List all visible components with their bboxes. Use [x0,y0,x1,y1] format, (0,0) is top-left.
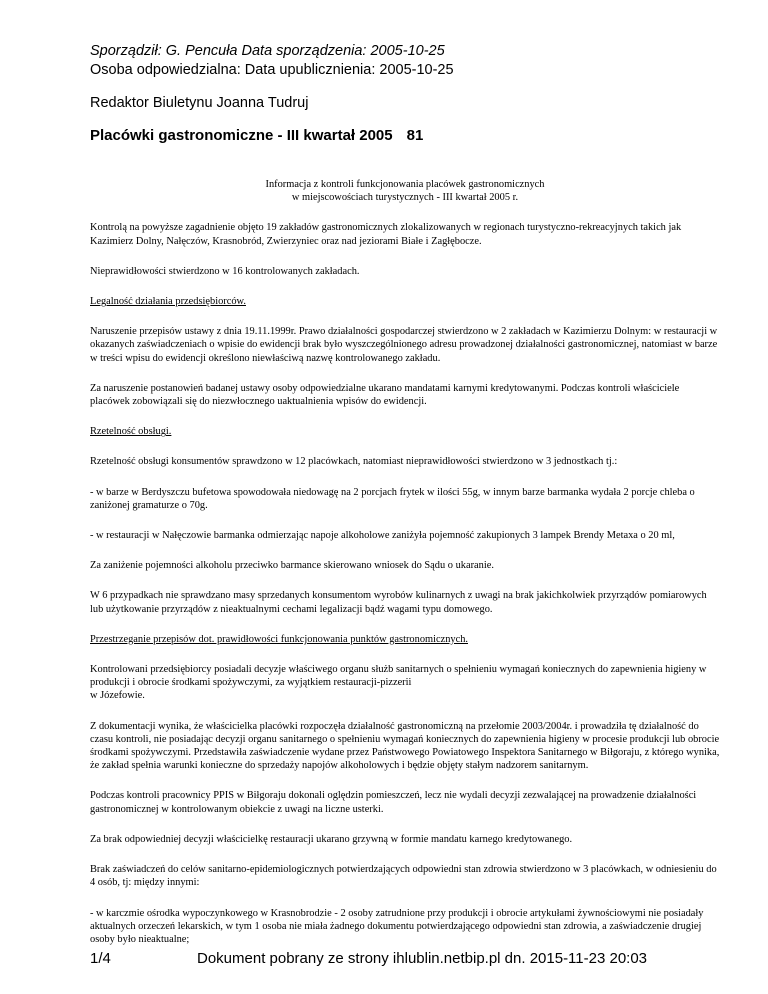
paragraph: Rzetelność obsługi konsumentów sprawdzono w 12 placówkach, natomiast nieprawidłowości stwierdzono w 3 jednostkach tj.: [90,456,618,468]
paragraph: Naruszenie przepisów ustawy z dnia 19.11.1999r. Prawo działalności gospodarczej stwierdzono w 2 zakładach w Kazimierzu Dolnym: w restauracji w okazanych zaświadczeniach o wpisie do ewidencji brak było wyszczególnionego adresu prowadzonej działalności gastronomicznej, natomiast w barze w treści wpisu do ewidencji określono niewłaściwą nazwę kontrolowanego zakładu. [90,326,718,364]
report-heading [90,178,720,204]
section-heading-service: Rzetelność obsługi. [90,426,172,438]
page-number: 1/4 [90,950,111,967]
document-title [90,127,423,144]
paragraph: Z dokumentacji wynika, że właścicielka placówki rozpoczęła działalność gastronomiczną na przełomie 2003/2004r. i prowadziła tę działalność do czasu kontroli, nie posiadając decyzji organu sanitarnego o spełnieniu wymagań koniecznych do zapewnienia higieny w procesie produkcji lub obrocie środkami spożywczymi. Przedstawiła zaświadczenie wydane przez Państwowego Powiatowego Inspektora Sanitarnego w Biłgoraju, z którego wynika, że zakład spełnia warunki konieczne do sprzedaży napojów alkoholowych i będzie objęty stałym nadzorem sanitarnym. [90,720,720,772]
paragraph-intro: Kontrolą na powyższe zagadnienie objęto 19 zakładów gastronomicznych zlokalizowanych w regionach turystyczno-rekreacyjnych takich jak Kazimierz Dolny, Nałęczów, Krasnobród, Zwierzyniec oraz nad jeziorami Białe i Zagłębocze. [90,222,682,247]
paragraph: Za zaniżenie pojemności alkoholu przeciwko barmance skierowano wniosek do Sądu o ukaranie. [90,560,494,572]
paragraph: Za naruszenie postanowień badanej ustawy osoby odpowiedzialne ukarano mandatami karnymi kredytowanymi. Podczas kontroli właściciele placówek zobowiązali się do niezwłocznego uaktualnienia wpisów do ewidencji. [90,382,680,408]
title-number: 81 [406,127,424,144]
paragraph: Brak zaświadczeń do celów sanitarno-epidemiologicznych potwierdzających odpowiedni stan zdrowia stwierdzono w 3 placówkach, w odniesieniu do 4 osób, tj: między innymi: [90,864,717,889]
paragraph: Za brak odpowiedniej decyzji właścicielkę restauracji ukarano grzywną w formie mandatu karnego kredytowanego. [90,833,573,845]
document-body [90,178,720,963]
title-text: Placówki gastronomiczne - III kwartał 2005 [90,127,393,144]
paragraph: - w barze w Berdyszczu bufetowa spowodowała niedowagę na 2 porcjach frytek w ilości 55g, w innym barze barmanka wydała 2 porcje chleba o zaniżonej gramaturze o 70g. [90,486,695,511]
paragraph: W 6 przypadkach nie sprawdzano masy sprzedanych konsumentom wyrobów kulinarnych z uwagi na brak jakichkolwiek przyrządów pomiarowych lub użytkowanie przyrządów z nieaktualnymi cechami legalizacji bądź wagami typu domowego. [90,590,707,615]
section-heading-regulations: Przestrzeganie przepisów dot. prawidłowości funkcjonowania punktów gastronomicznych. [90,633,468,645]
section-heading-legality: Legalność działania przedsiębiorców. [90,296,246,308]
author-line: Sporządził: G. Pencuła Data sporządzenia: 2005-10-25 [90,43,445,59]
paragraph [90,663,720,703]
paragraph-irregularities: Nieprawidłowości stwierdzono w 16 kontrolowanych zakładach. [90,265,360,277]
paragraph: - w restauracji w Nałęczowie barmanka odmierzając napoje alkoholowe zaniżyła pojemność zakupionych 3 lampek Brendy Metaxa o 20 ml, [90,530,675,542]
paragraph-line: Kontrolowani przedsiębiorcy posiadali decyzje właściwego organu służb sanitarnych o spełnieniu wymagań koniecznych do zapewnienia higieny w produkcji i obrocie środkami spożywczymi, za wyjątkiem restauracji-pizzerii [90,664,707,689]
editor-line: Redaktor Biuletynu Joanna Tudruj [90,95,309,111]
source-note: Dokument pobrany ze strony ihlublin.netbip.pl dn. 2015-11-23 20:03 [197,950,648,967]
report-heading-line: w miejscowościach turystycznych - III kwartał 2005 r. [291,192,519,204]
paragraph-line: w Józefowie. [90,690,145,702]
paragraph: - w karczmie ośrodka wypoczynkowego w Krasnobrodzie - 2 osoby zatrudnione przy produkcji i obrocie artykułami żywnościowymi nie posiadały aktualnych orzeczeń lekarskich, w tym 1 osoba nie miała żadnego dokumentu potwierdzającego odpowiedni stan zdrowia, a zaświadczenie drugiej osoby było nieaktualne; [90,907,704,945]
paragraph: Podczas kontroli pracownicy PPIS w Biłgoraju dokonali oględzin pomieszczeń, lecz nie wydali decyzji zezwalającej na prowadzenie działalności gastronomicznej w kontrolowanym obiekcie z uwagi na liczne usterki. [90,790,697,815]
responsible-line: Osoba odpowiedzialna: Data upublicznienia: 2005-10-25 [90,62,454,78]
report-heading-line: Informacja z kontroli funkcjonowania placówek gastronomicznych [265,179,545,190]
